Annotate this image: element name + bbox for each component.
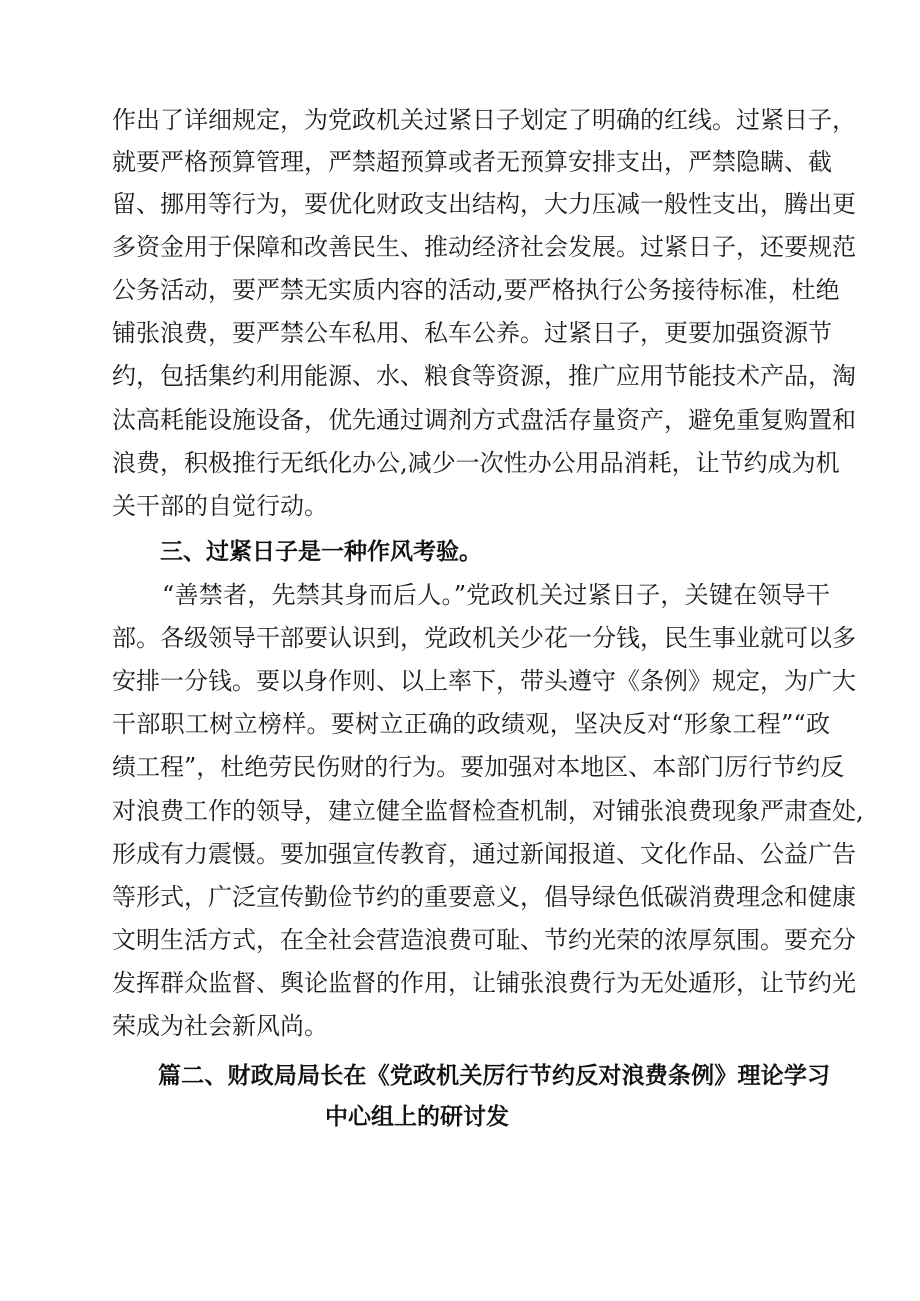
paragraph-line: 荣成为社会新风尚。 [112,1012,328,1040]
paragraph-line: 形成有力震慑。要加强宣传教育，通过新闻报道、文化作品、公益广告 [112,840,856,868]
paragraph-line: “善禁者，先禁其身而后人。”党政机关过紧日子，关键在领导干 [162,581,830,609]
paragraph-line: 汰高耗能设施设备，优先通过调剂方式盘活存量资产，避免重复购置和 [112,406,856,434]
paragraph-line: 发挥群众监督、舆论监督的作用，让铺张浪费行为无处遁形，让节约光 [112,969,856,997]
paragraph-line: 浪费，积极推行无纸化办公,减少一次性办公用品消耗，让节约成为机 [112,449,840,477]
paragraph-line: 作出了详细规定，为党政机关过紧日子划定了明确的红线。过紧日子， [112,106,856,134]
paragraph-line: 公务活动，要严禁无实质内容的活动,要严格执行公务接待标准，杜绝 [112,276,840,304]
paragraph-line: 绩工程”，杜绝劳民伤财的行为。要加强对本地区、本部门厉行节约反 [112,753,845,781]
section-heading: 三、过紧日子是一种作风考验。 [160,539,482,565]
paragraph-line: 就要严格预算管理，严禁超预算或者无预算安排支出，严禁隐瞒、截 [112,148,832,176]
paragraph-line: 留、挪用等行为，要优化财政支出结构，大力压减一般性支出，腾出更 [112,190,856,218]
paragraph-line: 多资金用于保障和改善民生、推动经济社会发展。过紧日子，还要规范 [112,233,856,261]
article-title-line-1: 篇二、财政局局长在《党政机关厉行节约反对浪费条例》理论学习 [158,1063,830,1089]
paragraph-line: 对浪费工作的领导，建立健全监督检查机制，对铺张浪费现象严肃查处, [112,797,864,825]
paragraph-line: 等形式，广泛宣传勤俭节约的重要意义，倡导绿色低碳消费理念和健康 [112,883,856,911]
paragraph-line: 关干部的自觉行动。 [112,492,328,520]
article-title-line-2: 中心组上的研讨发 [325,1104,509,1130]
paragraph-line: 文明生活方式，在全社会营造浪费可耻、节约光荣的浓厚氛围。要充分 [112,926,856,954]
paragraph-line: 安排一分钱。要以身作则、以上率下，带头遵守《条例》规定，为广大 [112,667,856,695]
paragraph-line: 部。各级领导干部要认识到，党政机关少花一分钱，民生事业就可以多 [112,624,856,652]
paragraph-line: 约，包括集约利用能源、水、粮食等资源，推广应用节能技术产品，淘 [112,362,856,390]
paragraph-line: 干部职工树立榜样。要树立正确的政绩观，坚决反对“形象工程”“政 [112,710,830,738]
paragraph-line: 铺张浪费，要严禁公车私用、私车公养。过紧日子，更要加强资源节 [112,319,832,347]
